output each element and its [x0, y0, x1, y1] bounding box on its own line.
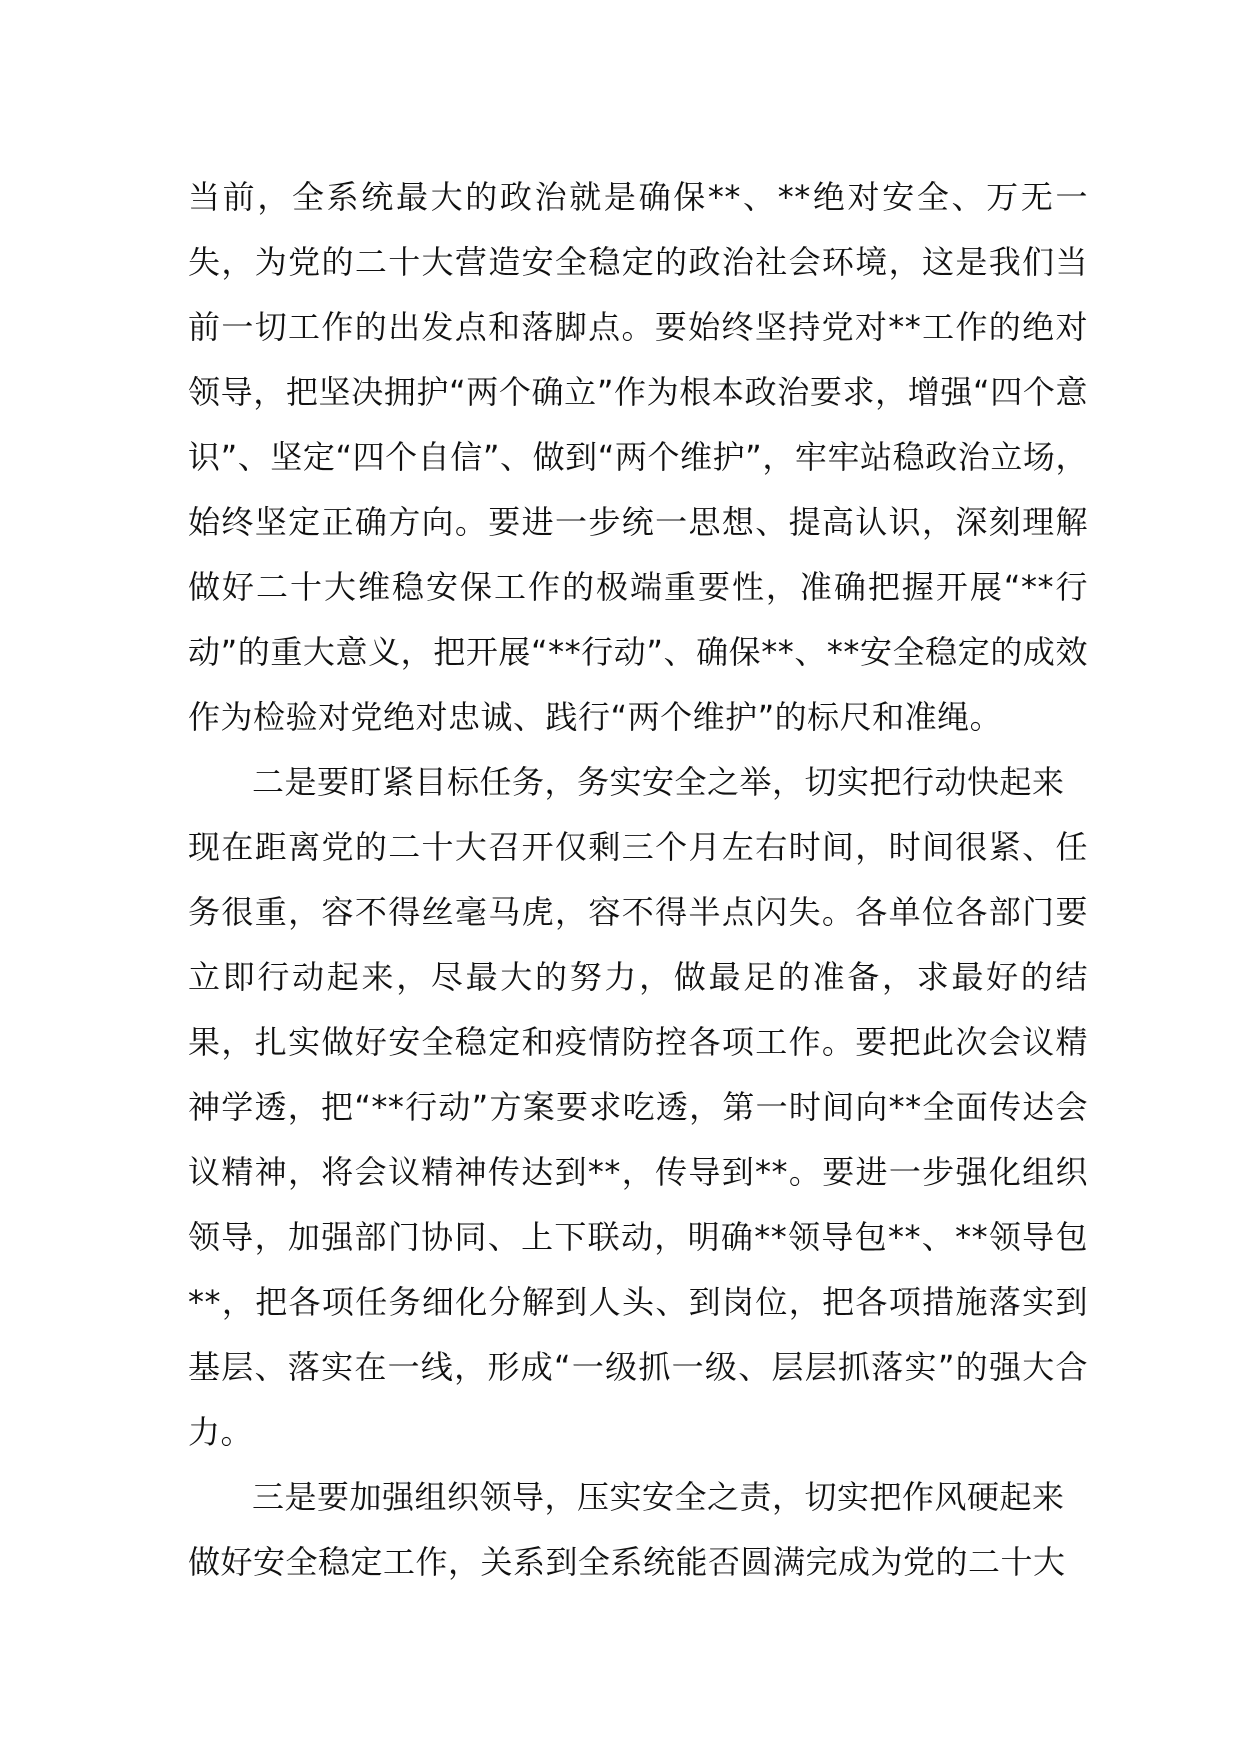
paragraph-3-heading: 三是要加强组织领导，压实安全之责，切实把作风硬起来: [252, 1478, 1065, 1516]
paragraph-1-text: 当前，全系统最大的政治就是确保**、**绝对安全、万无一失，为党的二十大营造安全稳定的政治社会环境，这是我们当前一切工作的出发点和落脚点。要始终坚持党对**工作的绝对领导，把坚决拥护“两个确立”作为根本政治要求，增强“四个意识”、坚定“四个自信”、做到“两个维护”，牢牢站稳政治立场，始终坚定正确方向。要进一步统一思想、提高认识，深刻理解做好二十大维稳安保工作的极端重要性，准确把握开展“**行动”的重大意义，把开展“**行动”、确保**、**安全稳定的成效作为检验对党绝对忠诚、践行“两个维护”的标尺和准绳。: [188, 178, 1088, 736]
document-page: [188, 165, 1088, 1595]
paragraph-3-text: 做好安全稳定工作，关系到全系统能否圆满完成为党的二十大: [188, 1543, 1066, 1581]
paragraph-2: [188, 750, 1088, 1465]
paragraph-3: [188, 1465, 1088, 1595]
paragraph-2-text: 现在距离党的二十大召开仅剩三个月左右时间，时间很紧、任务很重，容不得丝毫马虎，容不得半点闪失。各单位各部门要立即行动起来，尽最大的努力，做最足的准备，求最好的结果，扎实做好安全稳定和疫情防控各项工作。要把此次会议精神学透，把“**行动”方案要求吃透，第一时间向**全面传达会议精神，将会议精神传达到**，传导到**。要进一步强化组织领导，加强部门协同、上下联动，明确**领导包**、**领导包**，把各项任务细化分解到人头、到岗位，把各项措施落实到基层、落实在一线，形成“一级抓一级、层层抓落实”的强大合力。: [188, 828, 1088, 1451]
paragraph-1: [188, 165, 1088, 750]
paragraph-2-heading: 二是要盯紧目标任务，务实安全之举，切实把行动快起来: [252, 763, 1065, 801]
